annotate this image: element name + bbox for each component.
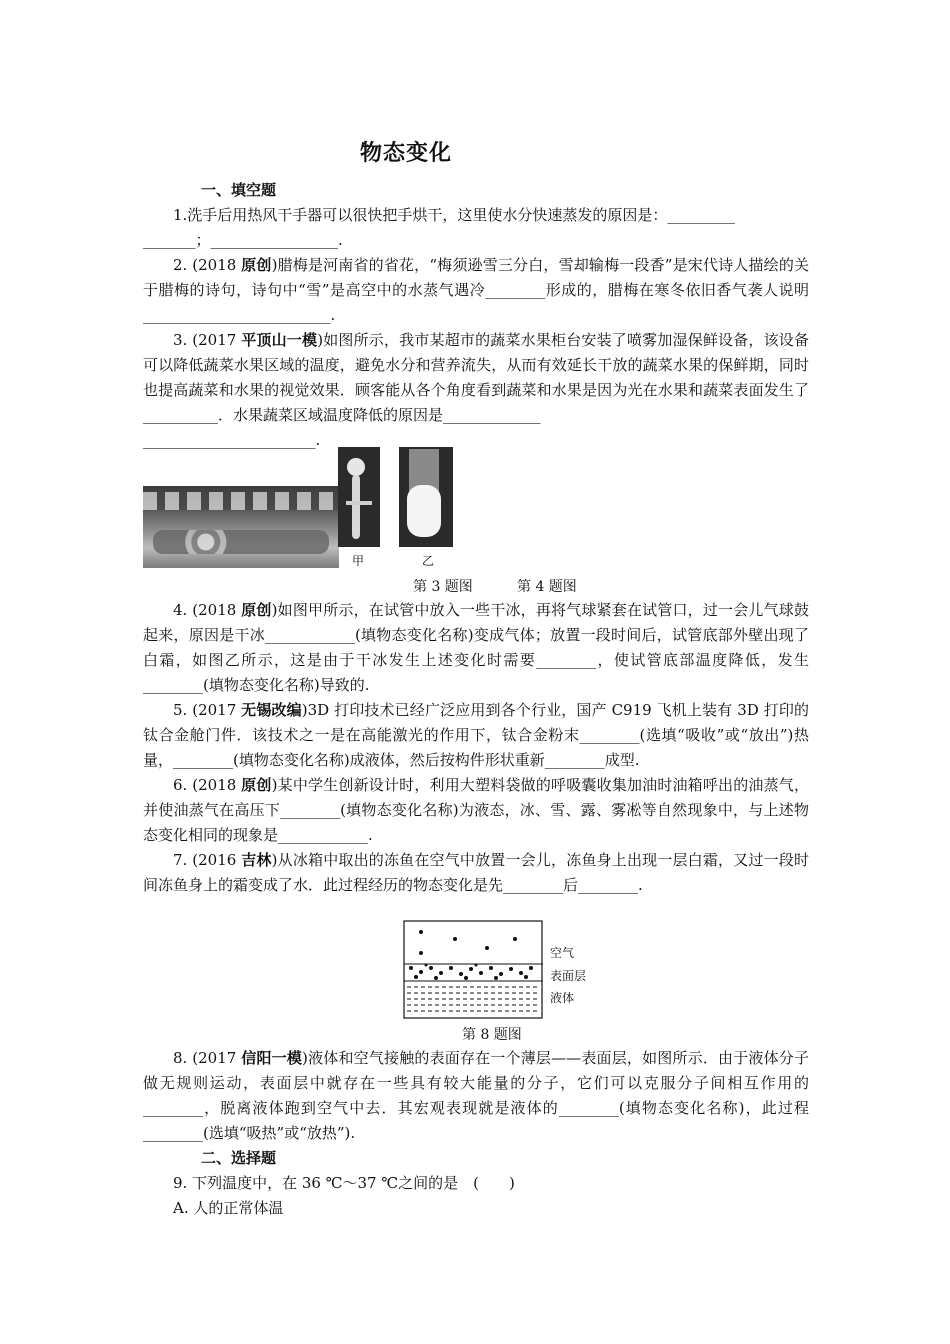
question-6: 6. (2018 原创)某中学生创新设计时，利用大塑料袋做的呼吸囊收集加油时油箱呼出的油蒸气，并使油蒸气在高压下________(填物态变化名称)为液态，冰、雪、露、雾凇等自然现象中，与上述物态变化相同的现象是____________.	[143, 776, 809, 844]
question-1: 1.洗手后用热风干手器可以很快把手烘干，这里使水分快速蒸发的原因是：_________	[173, 206, 735, 224]
question-8: 8. (2017 信阳一模)液体和空气接触的表面存在一个薄层——表面层，如图所示．由于液体分子做无规则运动，表面层中就存在一些具有较大能量的分子，它们可以克服分子间相互作用的________，脱离液体跑到空气中去．其宏观表现就是液体的________(填物态变化名称)，此过程________(选填“吸热”或“放热”).	[143, 1049, 809, 1142]
surface-layer-diagram	[403, 920, 543, 1020]
figure-label-jia: 甲	[352, 554, 365, 568]
supermarket-photo	[143, 486, 339, 568]
caption-fig3: 第 3 题图	[413, 579, 473, 595]
label-surface-layer: 表面层	[550, 969, 587, 983]
caption-fig8: 第 8 题图	[462, 1027, 522, 1043]
label-liquid: 液体	[550, 991, 575, 1005]
page-title: 物态变化	[359, 141, 452, 166]
question-4: 4. (2018 原创)如图甲所示，在试管中放入一些干冰，再将气球紧套在试管口，过一会儿气球鼓起来，原因是干冰____________(填物态变化名称)变成气体；放置一段时间后，试管底部外壁出现了白霜，如图乙所示，这是由于干冰发生上述变化时需要________，使试管底部温度降低，发生________(填物态变化名称)导致的.	[143, 601, 809, 694]
frosted-test-tube-figure	[399, 447, 453, 547]
label-air: 空气	[550, 946, 575, 960]
question-3-cont: _______________________.	[143, 431, 321, 449]
question-block-2	[143, 598, 809, 898]
question-5: 5. (2017 无锡改编)3D 打印技术已经广泛应用到各个行业，国产 C919 飞机上装有 3D 打印的钛合金舱门件．该技术之一是在高能激光的作用下，钛合金粉末________(选填“吸收”或“放出”)热量，________(填物态变化名称)成液体，然后按构件形状重新________成型.	[143, 701, 809, 769]
question-block-3	[143, 1046, 809, 1221]
test-tube-balloon-figure	[338, 447, 380, 547]
figure-label-yi: 乙	[422, 554, 435, 568]
caption-fig4: 第 4 题图	[517, 579, 577, 595]
section-heading-fill-blank: 一、填空题	[201, 181, 277, 199]
question-3: 3. (2017 平顶山一模)如图所示，我市某超市的蔬菜水果柜台安装了喷雾加湿保鲜设备，该设备可以降低蔬菜水果区域的温度，避免水分和营养流失，从而有效延长干放的蔬菜水果的保鲜期，同时也提高蔬菜和水果的视觉效果．顾客能从各个角度看到蔬菜和水果是因为光在水果和蔬菜表面发生了__________．水果蔬菜区域温度降低的原因是_____________	[143, 331, 809, 424]
question-9-option-a: A. 人的正常体温	[173, 1199, 284, 1217]
question-9: 9. 下列温度中，在 36 ℃～37 ℃之间的是 ( )	[173, 1174, 515, 1192]
question-1-cont: _______；_________________.	[143, 231, 343, 249]
question-block-1	[143, 178, 809, 453]
question-7: 7. (2016 吉林)从冰箱中取出的冻鱼在空气中放置一会儿，冻鱼身上出现一层白霜，又过一段时间冻鱼身上的霜变成了水．此过程经历的物态变化是先________后________.	[143, 851, 809, 894]
section-heading-choice: 二、选择题	[201, 1149, 277, 1167]
question-2: 2. (2018 原创)腊梅是河南省的省花，“梅须逊雪三分白，雪却输梅一段香”是宋代诗人描绘的关于腊梅的诗句，诗句中“雪”是高空中的水蒸气遇冷________形成的，腊梅在寒冬依旧香气袭人说明_________________________.	[143, 256, 810, 324]
